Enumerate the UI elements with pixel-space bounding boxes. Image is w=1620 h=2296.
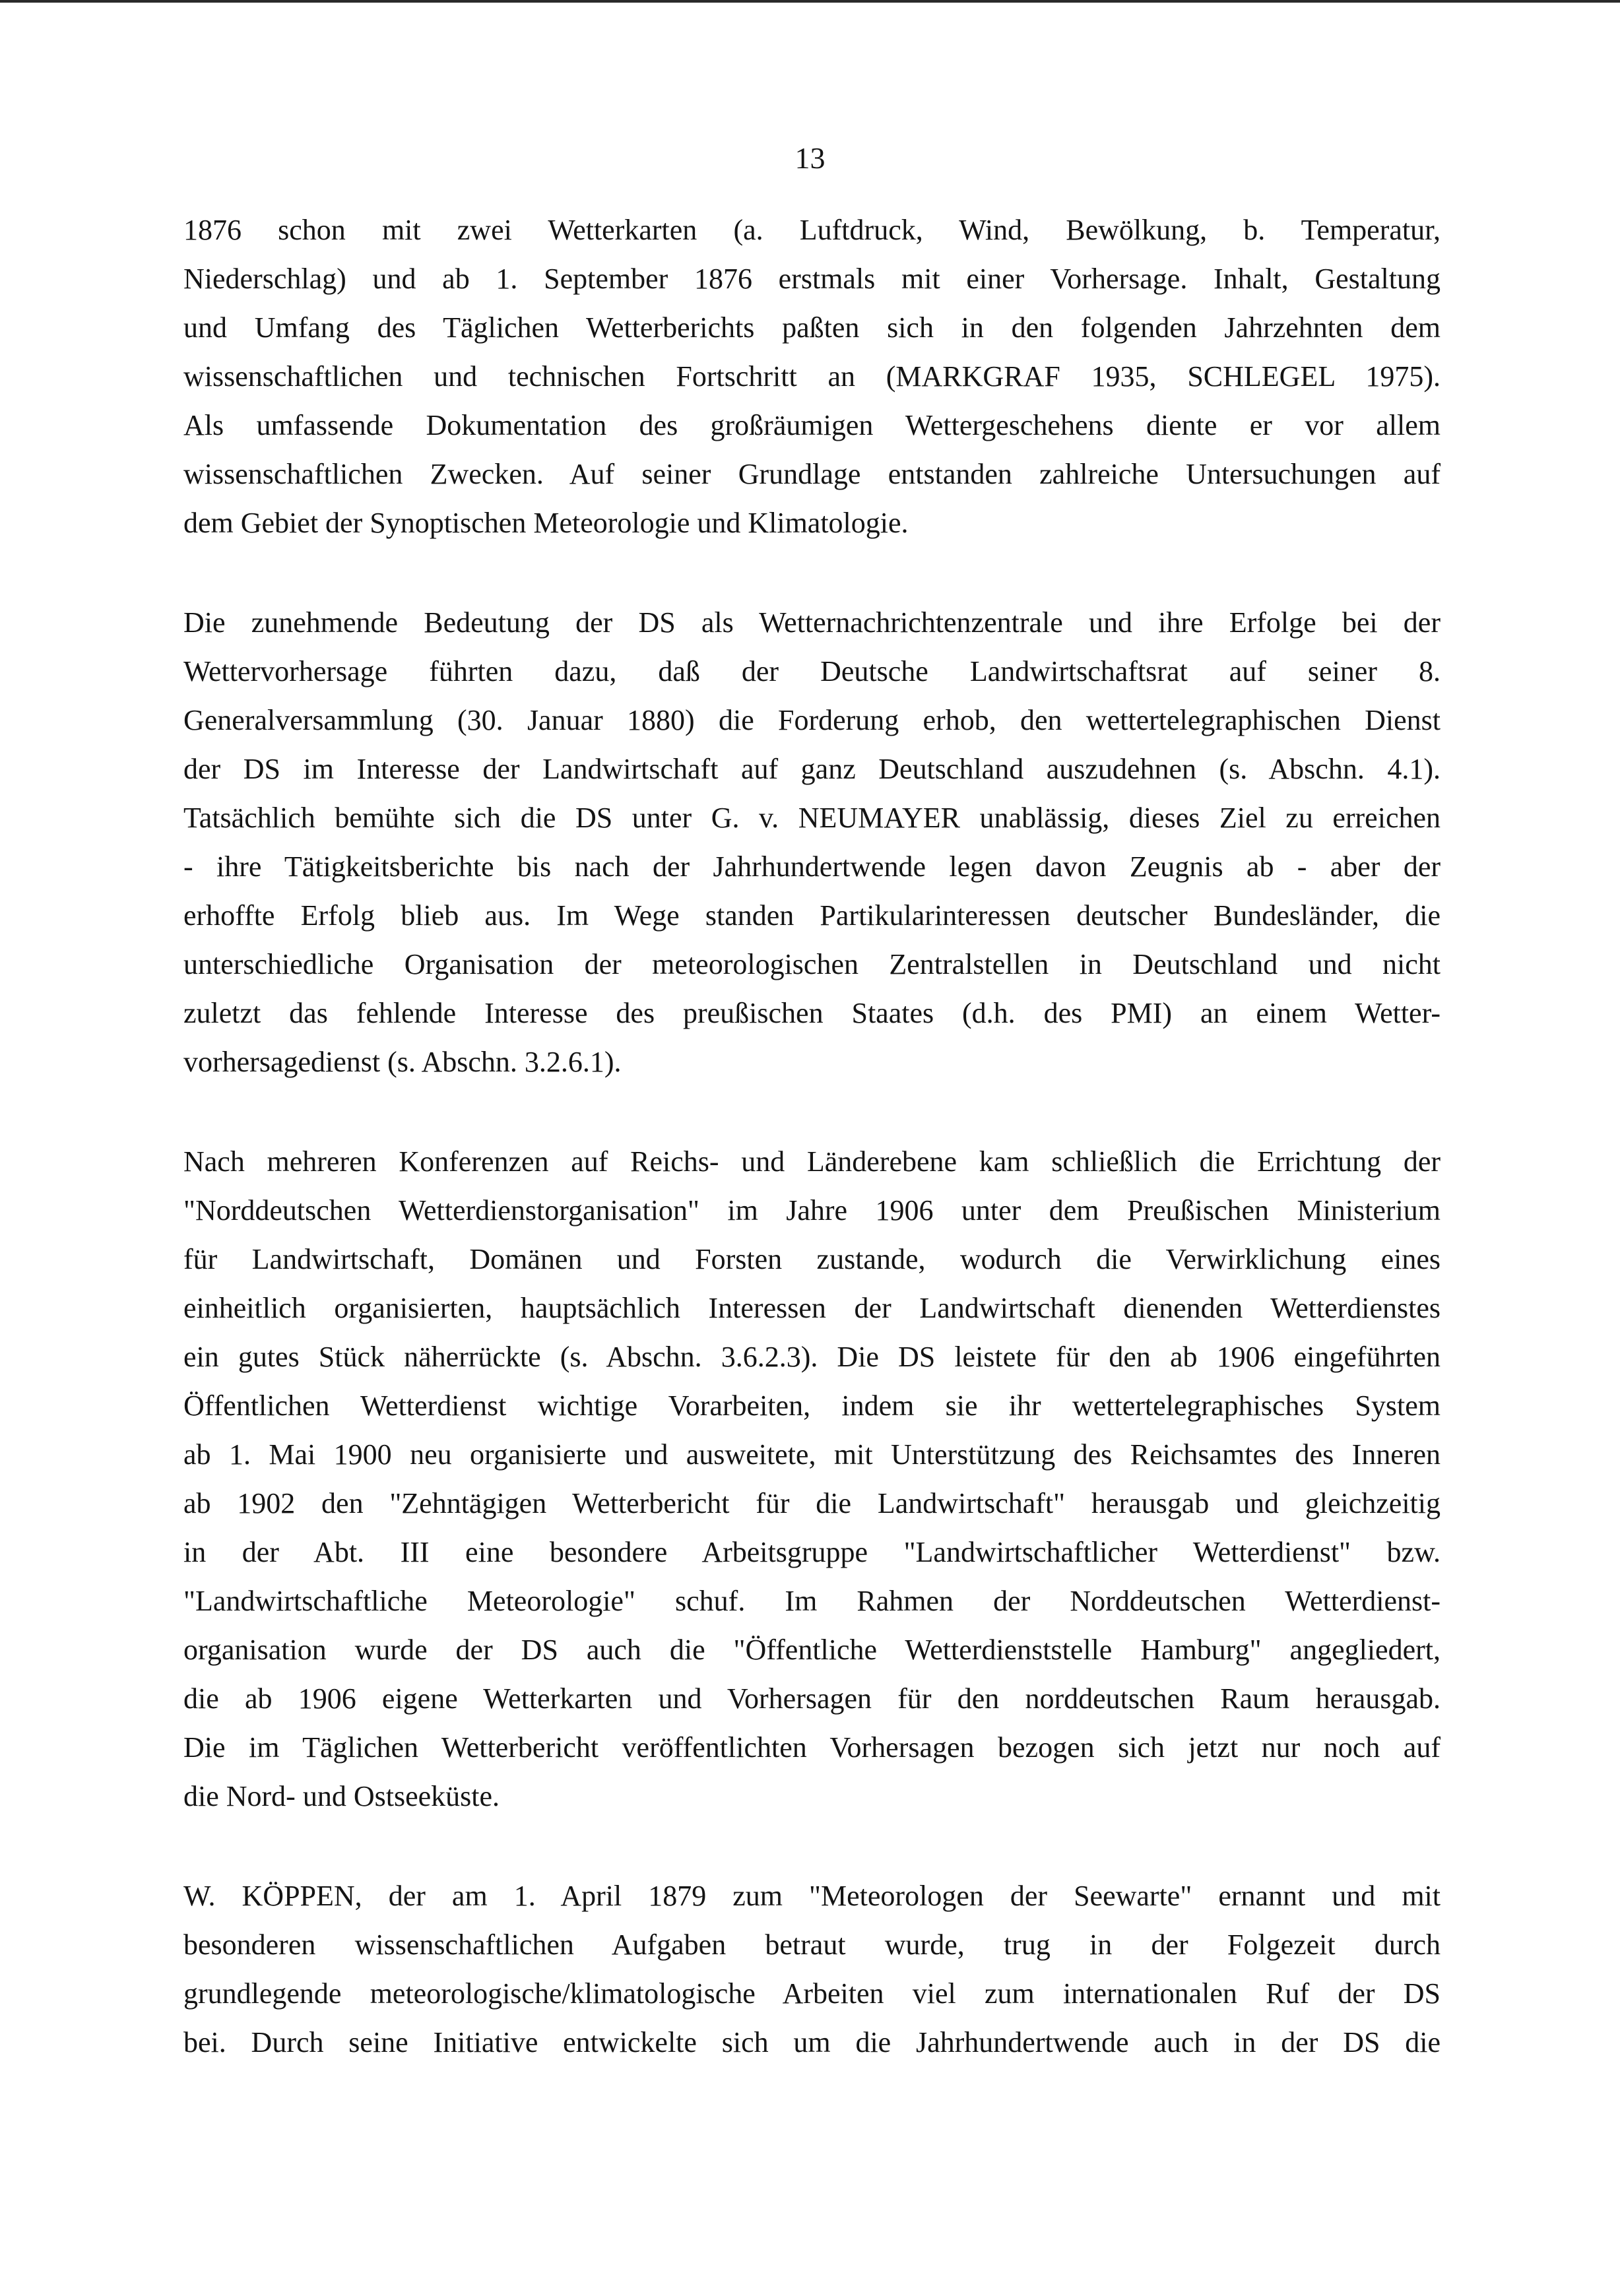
text-line: wissenschaftlichen und technischen Fortschritt an (MARKGRAF 1935, SCHLEGEL 1975).	[183, 360, 1441, 393]
paragraph-2	[183, 598, 1441, 1087]
text-line: die ab 1906 eigene Wetterkarten und Vorhersagen für den norddeutschen Raum herausgab.	[183, 1682, 1441, 1715]
text-line: Öffentlichen Wetterdienst wichtige Vorarbeiten, indem sie ihr wettertelegraphisches System	[183, 1389, 1441, 1422]
text-line: der DS im Interesse der Landwirtschaft auf ganz Deutschland auszudehnen (s. Abschn. 4.1).	[183, 753, 1441, 785]
text-line: in der Abt. III eine besondere Arbeitsgruppe "Landwirtschaftlicher Wetterdienst" bzw.	[183, 1536, 1441, 1568]
text-line: einheitlich organisierten, hauptsächlich Interessen der Landwirtschaft dienenden Wetterdienstes	[183, 1292, 1441, 1324]
text-line: Nach mehreren Konferenzen auf Reichs- und Länderebene kam schließlich die Errichtung der	[183, 1145, 1441, 1178]
text-line: ein gutes Stück näherrückte (s. Abschn. 3.6.2.3). Die DS leistete für den ab 1906 eingeführten	[183, 1341, 1441, 1373]
text-line: grundlegende meteorologische/klimatologische Arbeiten viel zum internationalen Ruf der DS	[183, 1977, 1441, 2010]
text-line: Tatsächlich bemühte sich die DS unter G. v. NEUMAYER unablässig, dieses Ziel zu erreichen	[183, 802, 1441, 834]
text-line: Die im Täglichen Wetterbericht veröffentlichten Vorhersagen bezogen sich jetzt nur noch auf	[183, 1731, 1441, 1764]
text-line: Die zunehmende Bedeutung der DS als Wetternachrichtenzentrale und ihre Erfolge bei der	[183, 606, 1441, 639]
text-line: ab 1. Mai 1900 neu organisierte und ausweitete, mit Unterstützung des Reichsamtes des Inneren	[183, 1438, 1441, 1471]
text-line: "Norddeutschen Wetterdienstorganisation" im Jahre 1906 unter dem Preußischen Ministerium	[183, 1194, 1441, 1227]
text-line: ab 1902 den "Zehntägigen Wetterbericht für die Landwirtschaft" herausgab und gleichzeitig	[183, 1487, 1441, 1519]
text-line: für Landwirtschaft, Domänen und Forsten zustande, wodurch die Verwirklichung eines	[183, 1243, 1441, 1275]
text-line: Als umfassende Dokumentation des großräumigen Wettergeschehens diente er vor allem	[183, 409, 1441, 441]
text-line: Generalversammlung (30. Januar 1880) die Forderung erhob, den wettertelegraphischen Dienst	[183, 704, 1441, 736]
text-line: zuletzt das fehlende Interesse des preußischen Staates (d.h. des PMI) an einem Wetter-	[183, 997, 1441, 1029]
text-line: bei. Durch seine Initiative entwickelte sich um die Jahrhundertwende auch in der DS die	[183, 2026, 1441, 2058]
text-line: Niederschlag) und ab 1. September 1876 erstmals mit einer Vorhersage. Inhalt, Gestaltung	[183, 263, 1441, 295]
text-line: - ihre Tätigkeitsberichte bis nach der Jahrhundertwende legen davon Zeugnis ab - aber der	[183, 850, 1441, 883]
text-line: dem Gebiet der Synoptischen Meteorologie und Klimatologie.	[183, 507, 909, 539]
text-line: W. KÖPPEN, der am 1. April 1879 zum "Meteorologen der Seewarte" ernannt und mit	[183, 1880, 1441, 1912]
text-line: "Landwirtschaftliche Meteorologie" schuf. Im Rahmen der Norddeutschen Wetterdienst-	[183, 1585, 1441, 1617]
top-border-line	[0, 0, 1620, 3]
text-line: vorhersagedienst (s. Abschn. 3.2.6.1).	[183, 1046, 622, 1078]
body-text	[183, 206, 1441, 2067]
text-line: wissenschaftlichen Zwecken. Auf seiner Grundlage entstanden zahlreiche Untersuchungen auf	[183, 458, 1441, 490]
paragraph-3	[183, 1137, 1441, 1821]
text-line: organisation wurde der DS auch die "Öffentliche Wetterdienststelle Hamburg" angegliedert,	[183, 1634, 1441, 1666]
text-line: die Nord- und Ostseeküste.	[183, 1780, 500, 1812]
text-line: unterschiedliche Organisation der meteorologischen Zentralstellen in Deutschland und nicht	[183, 948, 1441, 980]
paragraph-1	[183, 206, 1441, 548]
text-line: erhoffte Erfolg blieb aus. Im Wege standen Partikularinteressen deutscher Bundesländer, die	[183, 899, 1441, 932]
text-line: 1876 schon mit zwei Wetterkarten (a. Luftdruck, Wind, Bewölkung, b. Temperatur,	[183, 214, 1441, 246]
text-line: Wettervorhersage führten dazu, daß der Deutsche Landwirtschaftsrat auf seiner 8.	[183, 655, 1441, 687]
text-line: besonderen wissenschaftlichen Aufgaben betraut wurde, trug in der Folgezeit durch	[183, 1929, 1441, 1961]
text-line: und Umfang des Täglichen Wetterberichts paßten sich in den folgenden Jahrzehnten dem	[183, 311, 1441, 344]
paragraph-4	[183, 1872, 1441, 2067]
page-number: 13	[794, 141, 826, 175]
